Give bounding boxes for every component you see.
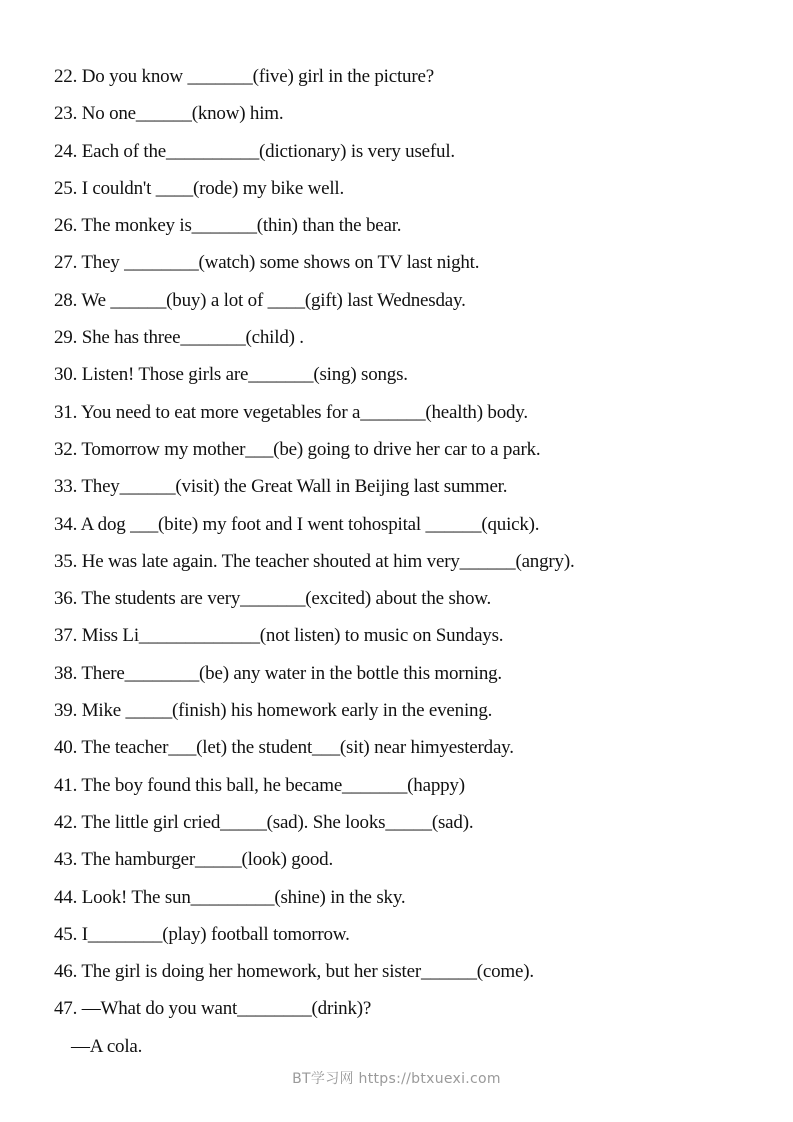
exercise-item: 25. I couldn't ____(rode) my bike well. bbox=[54, 177, 345, 199]
exercise-item: 37. Miss Li_____________(not listen) to music on Sundays. bbox=[54, 625, 504, 647]
exercise-item: 47. —What do you want________(drink)? bbox=[54, 998, 372, 1020]
exercise-item: 44. Look! The sun_________(shine) in the sky. bbox=[54, 886, 406, 908]
exercise-item: 42. The little girl cried_____(sad). She looks_____(sad). bbox=[54, 811, 474, 833]
exercise-item: 31. You need to eat more vegetables for a_______(health) body. bbox=[54, 401, 528, 423]
exercise-item: 30. Listen! Those girls are_______(sing) songs. bbox=[54, 364, 408, 386]
exercise-item: 35. He was late again. The teacher shouted at him very______(angry). bbox=[54, 550, 575, 572]
exercise-item: 34. A dog ___(bite) my foot and I went tohospital ______(quick). bbox=[54, 513, 540, 535]
exercise-item: 38. There________(be) any water in the bottle this morning. bbox=[54, 662, 502, 684]
exercise-item: 33. They______(visit) the Great Wall in Beijing last summer. bbox=[54, 476, 508, 498]
exercise-item: 29. She has three_______(child) . bbox=[54, 327, 304, 349]
exercise-item: 46. The girl is doing her homework, but her sister______(come). bbox=[54, 961, 534, 983]
exercise-list bbox=[54, 62, 774, 1069]
exercise-item: 24. Each of the__________(dictionary) is very useful. bbox=[54, 140, 455, 162]
exercise-item: 45. I________(play) football tomorrow. bbox=[54, 923, 350, 945]
exercise-item: 26. The monkey is_______(thin) than the bear. bbox=[54, 215, 402, 237]
exercise-item: 27. They ________(watch) some shows on TV last night. bbox=[54, 252, 480, 274]
exercise-item: 36. The students are very_______(excited) about the show. bbox=[54, 588, 492, 610]
exercise-item: 23. No one______(know) him. bbox=[54, 103, 284, 125]
exercise-item: 28. We ______(buy) a lot of ____(gift) last Wednesday. bbox=[54, 289, 466, 311]
footer-watermark: BT学习网 https://btxuexi.com bbox=[292, 1071, 501, 1087]
exercise-item: 41. The boy found this ball, he became_______(happy) bbox=[54, 774, 465, 796]
dialogue-answer: —A cola. bbox=[71, 1035, 143, 1057]
exercise-item: 32. Tomorrow my mother___(be) going to drive her car to a park. bbox=[54, 438, 541, 460]
exercise-item: 22. Do you know _______(five) girl in the picture? bbox=[54, 66, 434, 87]
exercise-item: 39. Mike _____(finish) his homework early in the evening. bbox=[54, 700, 493, 722]
exercise-item: 43. The hamburger_____(look) good. bbox=[54, 849, 334, 871]
exercise-item: 40. The teacher___(let) the student___(sit) near himyesterday. bbox=[54, 737, 514, 759]
